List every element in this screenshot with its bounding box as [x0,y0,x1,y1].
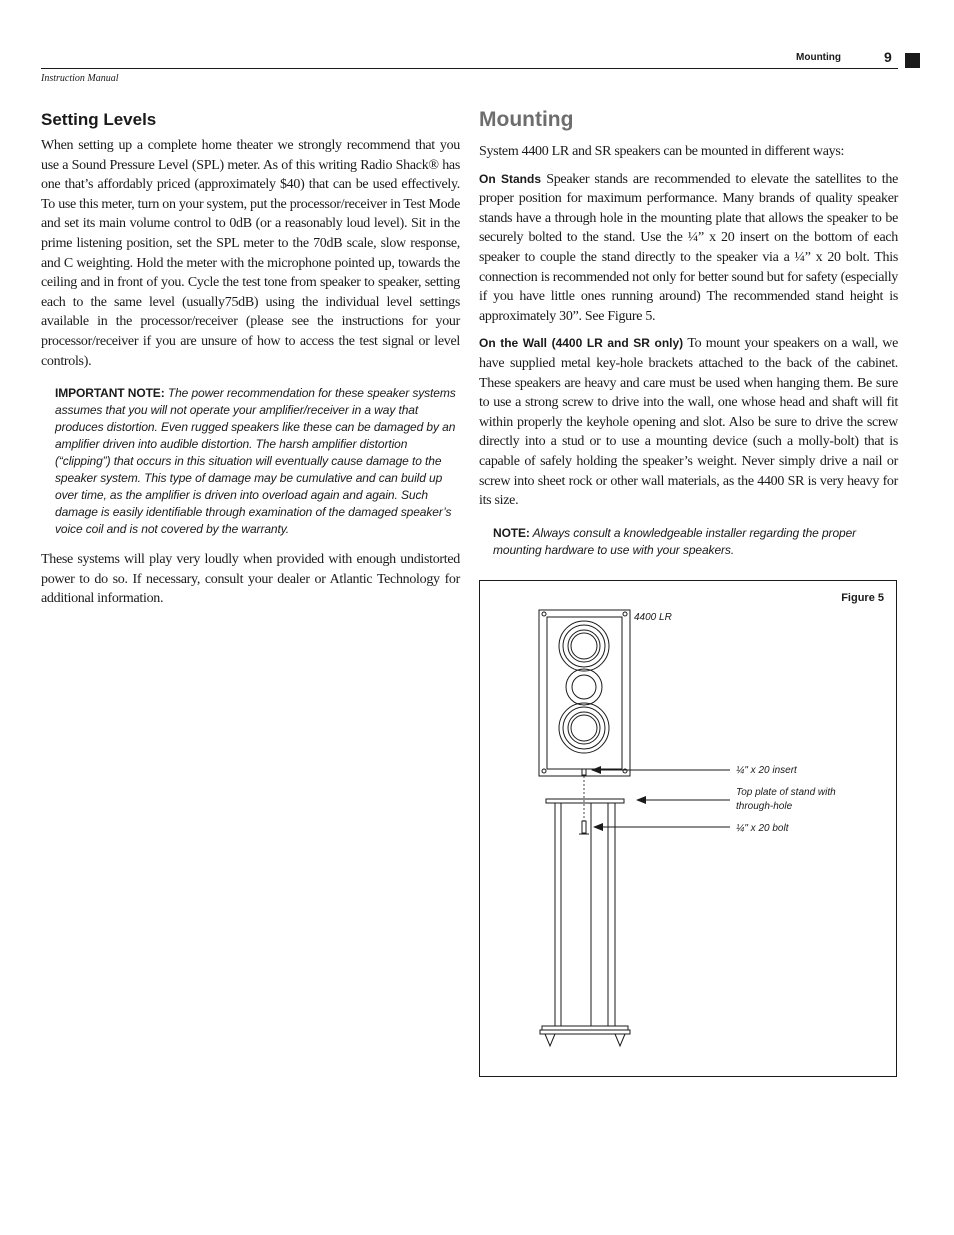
mounting-intro: System 4400 LR and SR speakers can be mounted in different ways: [479,144,845,159]
model-label: 4400 LR [634,612,672,623]
tweeter [566,669,602,705]
on-wall-label: On the Wall (4400 LR and SR only) [479,336,684,351]
on-stands-text: Speaker stands are recommended to elevate the satellites to the proper position for maximum performance. Many brands of quality speaker stands have a through hole in the mounting plate that allows the speaker to be securely bolted to the stand. Use the ¼” x 20 insert on the bottom of each speaker to couple the stand directly to the speaker via a ¼” x 20 bolt. This connection is recommended not only for better sound but for safety (especially if you have little ones running around) The recommended stand height is approximately 30”. See Figure 5. [479,171,898,324]
corner-screw [623,612,627,616]
figure-5 [479,580,897,1077]
header-tab-block [905,53,920,68]
speaker-cabinet [539,610,630,776]
setting-levels-paragraph: When setting up a complete home theater we strongly recommend that you use a Sound Pressure Level (SPL) meter. As of this writing Radio Shack® has one that’s affordably priced (approximately $40) that can be used effectively. To use this meter, turn on your system, put the processor/receiver in Test Mode and set its main volume control to 0dB (or a reasonably loud level). Sit in the prime listening position, set the SPL meter to the 70dB scale, slow response, and C weighting. Hold the meter with the microphone pointed up, towards the ceiling and in front of you. Cycle the test tone from speaker to speaker, setting each to the same level (usually75dB) using the individual level settings available in the processor/receiver (please see the instructions for your processor/receiver if you are unsure of how to access the test signal or level controls). [41,138,460,369]
stand-top-plate [546,799,624,803]
on-wall-text: To mount your speakers on a wall, we have supplied metal key-hole brackets attached to the back of the cabinet. These speakers are heavy and care must be used when hanging them. Be sure to use a strong screw to drive into the wall, one whose head and shaft will fit within properly the keyhole opening and slot. Also be sure to drive the screw directly into a stud or to use a mounting device (such a molly-bolt) that is capable of safely holding the speaker’s weight. Never simply drive a nail or screw into sheet rock or other wall materials, as the 4400 SR is very heavy for its size. [479,336,898,509]
speaker-outer-box [539,610,630,776]
setting-levels-heading: Setting Levels [41,110,157,129]
mounting-note-text: Always consult a knowledgeable installer regarding the proper mounting hardware to use with your speakers. [493,525,857,557]
bolt-label: ¼" x 20 bolt [736,823,789,834]
mounting-heading: Mounting [479,108,574,131]
header-rule [41,68,898,69]
top-plate-label: Top plate of stand with through-hole [736,787,836,812]
corner-screw [542,769,546,773]
page-number: 9 [884,49,892,65]
threaded-insert [582,769,586,775]
spike-foot [545,1034,555,1046]
manual-title: Instruction Manual [41,73,119,84]
spike-foot [615,1034,625,1046]
on-wall-paragraph [479,334,898,510]
upper-woofer [559,621,609,671]
closing-paragraph: These systems will play very loudly when provided with enough undistorted power to do so. If necessary, consult your dealer or Atlantic Technology for additional information. [41,552,460,607]
figure-title: Figure 5 [841,592,884,604]
corner-screw [542,612,546,616]
speaker-stand-illustration [480,581,898,1078]
lower-woofer [559,703,609,753]
on-stands-paragraph [479,170,898,327]
stand-base-foot [540,1030,630,1034]
important-note-text: The power recommendation for these speaker systems assumes that you will not operate your amplifier/receiver in a way that produces distortion. Even rugged speakers like these can be damaged by an amplifier driven into audible distortion. The harsh amplifier distortion (“clipping”) that occurs in this situation will eventually cause damage to the speaker system. This type of damage may be cumulative and can build up over time, as the amplifier is driven into overload again and again. Such damage is easily identifiable through examination of the damaged speaker’s voice coil and is not covered by the warranty. [55,386,456,537]
running-header-section: Mounting [796,52,841,63]
speaker-baffle [547,617,622,769]
mounting-note [493,525,898,559]
right-column [479,108,898,571]
important-note-label: IMPORTANT NOTE: [55,386,165,401]
speaker-stand [540,799,630,1046]
left-column [41,108,460,617]
on-stands-label: On Stands [479,171,542,186]
bolt-shaft [582,821,586,833]
insert-label: ¼" x 20 insert [736,765,797,776]
important-note [55,385,460,538]
mounting-note-label: NOTE: [493,525,530,540]
stand-base-plate [542,1026,628,1030]
